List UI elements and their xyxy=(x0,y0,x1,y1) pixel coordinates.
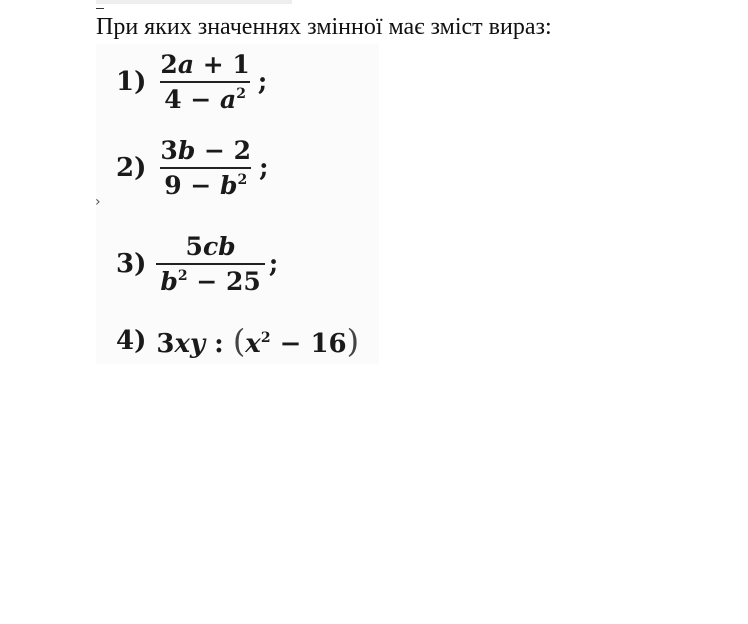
fraction xyxy=(156,50,253,114)
scan-top-edge xyxy=(96,0,292,4)
fraction xyxy=(156,232,264,296)
exercise-item-1 xyxy=(116,50,267,114)
exercise-item-4 xyxy=(116,322,359,360)
numerator: 3b − 2 xyxy=(160,136,252,165)
item-number: 4) xyxy=(116,326,147,356)
semicolon: ; xyxy=(268,249,279,279)
numerator: 2a + 1 xyxy=(160,50,250,79)
semicolon: ; xyxy=(259,153,269,183)
exercise-item-3 xyxy=(116,232,278,296)
expression: 3xy : $(x^2 - 16)$ xyxy=(156,322,360,360)
denominator: $9 - b^2$ xyxy=(160,167,251,200)
dash-mark xyxy=(96,8,104,9)
denominator: $4 - a^2$ xyxy=(160,81,250,114)
semicolon: ; xyxy=(257,67,268,97)
question-text: При яких значеннях змінної має зміст вираз: xyxy=(96,14,552,40)
denominator: $b^2 - 25$ xyxy=(156,263,264,296)
item-number: 1) xyxy=(116,67,147,97)
item-number: 3) xyxy=(116,249,147,279)
side-mark: › xyxy=(95,194,101,210)
exercise-item-2 xyxy=(116,136,269,200)
fraction xyxy=(156,136,255,200)
numerator: 5cb xyxy=(185,232,236,261)
item-number: 2) xyxy=(116,153,147,183)
